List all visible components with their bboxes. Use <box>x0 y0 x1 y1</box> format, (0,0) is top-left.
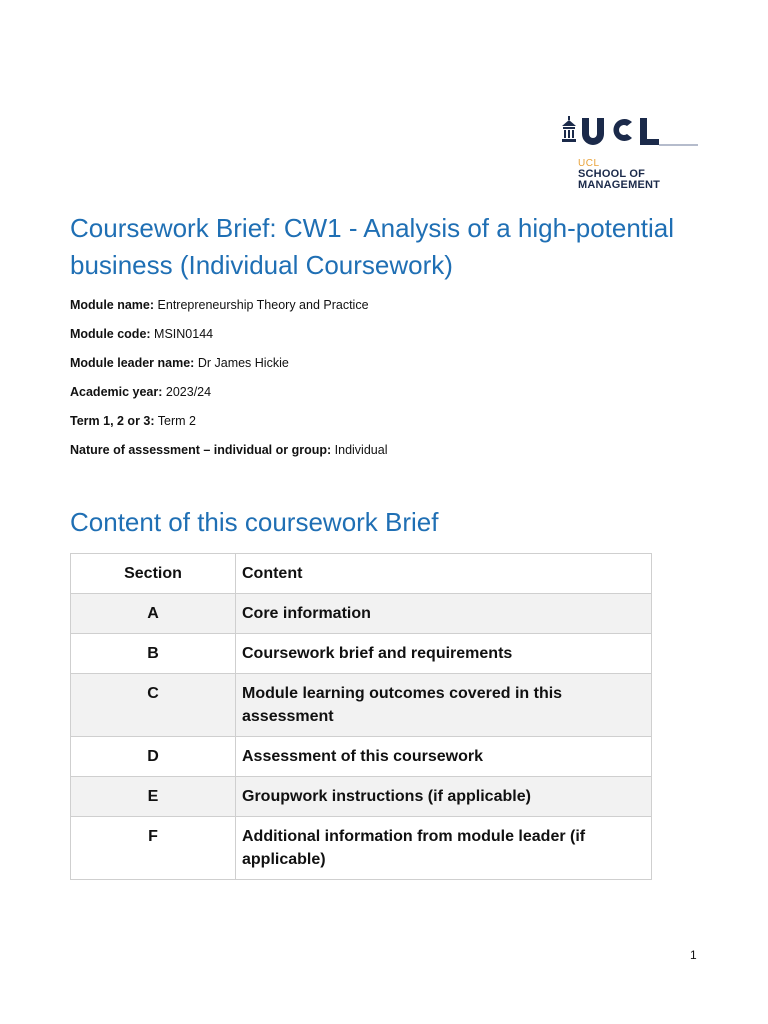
row-content: Groupwork instructions (if applicable) <box>236 777 652 817</box>
contents-heading: Content of this coursework Brief <box>70 507 439 537</box>
meta-academic-year: Academic year: 2023/24 <box>70 385 212 399</box>
meta-module-code: Module code: MSIN0144 <box>70 327 214 341</box>
table-row <box>71 777 652 817</box>
row-section: B <box>71 634 236 674</box>
contents-table <box>70 553 652 880</box>
row-content: Additional information from module leader (if applicable) <box>236 817 652 880</box>
table-row <box>71 737 652 777</box>
row-section: F <box>71 817 236 880</box>
meta-term: Term 1, 2 or 3: Term 2 <box>70 414 196 428</box>
row-section: D <box>71 737 236 777</box>
row-content: Assessment of this coursework <box>236 737 652 777</box>
table-row <box>71 634 652 674</box>
document-title: Coursework Brief: CW1 - Analysis of a high-potential business (Individual Coursework) <box>70 213 675 280</box>
page-number: 1 <box>690 948 697 962</box>
module-details <box>70 297 710 471</box>
row-content: Module learning outcomes covered in this assessment <box>236 674 652 737</box>
header-section: Section <box>71 554 236 594</box>
row-section: E <box>71 777 236 817</box>
ucl-logo <box>560 112 700 202</box>
table-row <box>71 594 652 634</box>
meta-nature-of-assessment: Nature of assessment – individual or group: Individual <box>70 443 388 457</box>
table-header-row <box>71 554 652 594</box>
row-content: Coursework brief and requirements <box>236 634 652 674</box>
meta-module-leader: Module leader name: Dr James Hickie <box>70 356 289 370</box>
row-section: A <box>71 594 236 634</box>
table-row <box>71 817 652 880</box>
table-row <box>71 674 652 737</box>
row-section: C <box>71 674 236 737</box>
row-content: Core information <box>236 594 652 634</box>
school-of-management-wordmark: UCL SCHOOL OF MANAGEMENT <box>578 158 661 191</box>
ucl-portico-logo-icon <box>560 112 700 152</box>
header-content: Content <box>236 554 652 594</box>
meta-module-name: Module name: Entrepreneurship Theory and Practice <box>70 298 369 312</box>
